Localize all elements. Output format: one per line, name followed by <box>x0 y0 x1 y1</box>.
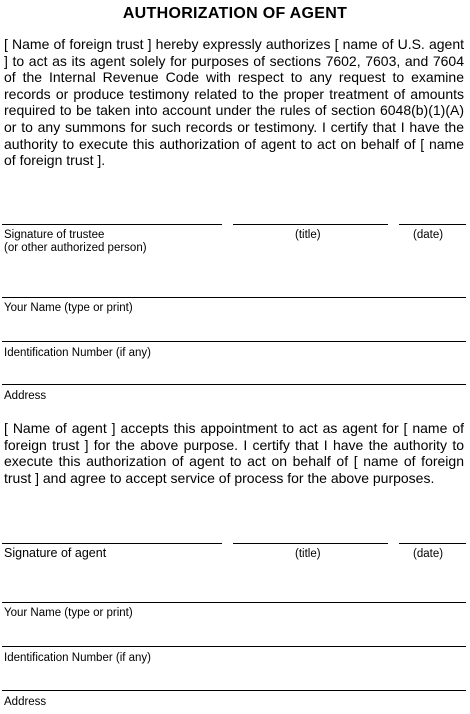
agent-name-label: Your Name (type or print) <box>4 607 133 619</box>
trustee-name-line[interactable] <box>2 297 466 298</box>
trustee-id-label: Identification Number (if any) <box>4 347 152 359</box>
agent-title-label: (title) <box>295 548 321 560</box>
agent-name-line[interactable] <box>2 602 466 603</box>
agent-address-line[interactable] <box>2 690 466 691</box>
agent-date-line[interactable] <box>399 543 466 544</box>
agent-signature-label: Signature of agent <box>4 546 107 560</box>
trustee-address-line[interactable] <box>2 384 466 385</box>
trustee-address-label: Address <box>4 390 47 402</box>
agent-title-line[interactable] <box>233 543 388 544</box>
trustee-authorization-paragraph: [ Name of foreign trust ] hereby expressly authorizes [ name of U.S. agent ] to act as its agent solely for purposes of sections 7602, 7603, and 7604 of the Internal Revenue Code with respect to any request to examine records or produce testimony related to the proper treatment of amounts required to be taken into account under the rules of section 6048(b)(1)(A) or to any summons for such records or testimony. I certify that I have the authority to execute this authorization of agent to act on behalf of [ name of foreign trust ]. <box>4 36 464 169</box>
agent-acceptance-paragraph: [ Name of agent ] accepts this appointment to act as agent for [ name of foreign trust ] for the above purpose. I certify that I have the authority to execute this authorization of agent to act on behalf of [ name of foreign trust ] and agree to accept service of process for the above purposes. <box>4 420 464 486</box>
trustee-name-label: Your Name (type or print) <box>4 302 133 314</box>
trustee-title-label: (title) <box>295 229 321 241</box>
agent-id-line[interactable] <box>2 646 466 647</box>
agent-date-label: (date) <box>413 548 444 560</box>
agent-signature-line[interactable] <box>2 543 222 544</box>
trustee-signature-label: Signature of trustee <box>4 229 105 241</box>
form-title: AUTHORIZATION OF AGENT <box>122 5 348 22</box>
trustee-id-line[interactable] <box>2 341 466 342</box>
trustee-signature-line[interactable] <box>2 224 222 225</box>
trustee-date-label: (date) <box>413 229 444 241</box>
trustee-signature-sublabel: (or other authorized person) <box>4 242 147 254</box>
trustee-date-line[interactable] <box>399 224 466 225</box>
agent-id-label: Identification Number (if any) <box>4 652 152 664</box>
agent-address-label: Address <box>4 696 47 708</box>
trustee-title-line[interactable] <box>233 224 388 225</box>
